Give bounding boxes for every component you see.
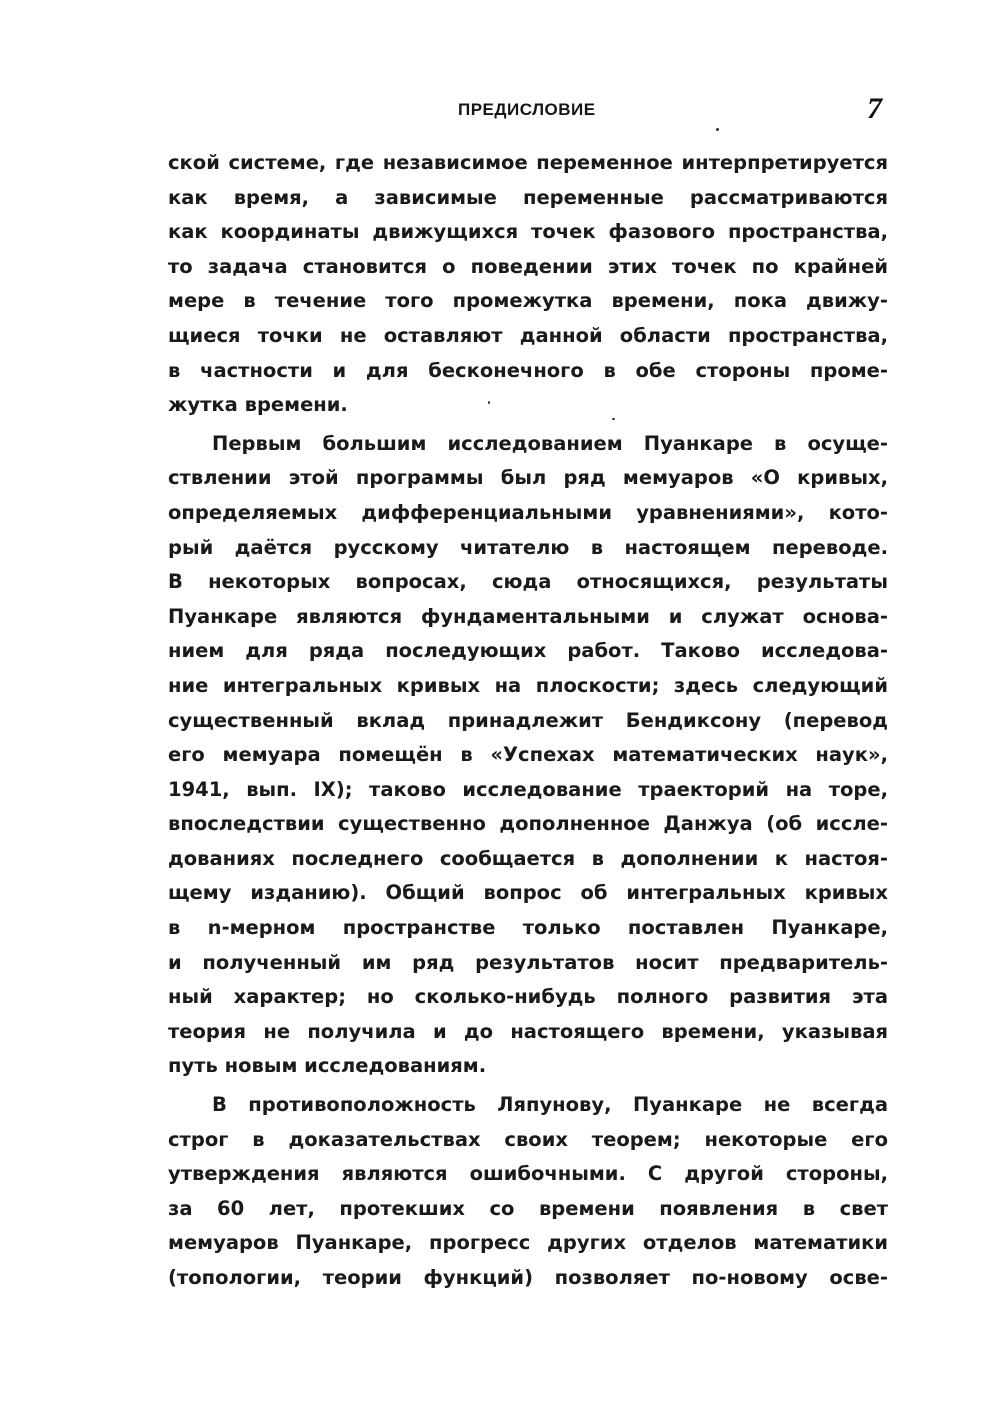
text-line: ный характер; но сколько-нибудь полного развития эта	[168, 985, 888, 1009]
scan-speck	[612, 418, 615, 420]
running-header	[168, 92, 888, 132]
scan-speck	[488, 401, 490, 404]
text-line: строг в доказательствах своих теорем; некоторые его	[168, 1127, 888, 1151]
text-line: в частности и для бесконечного в обе стороны проме-	[168, 358, 888, 382]
text-line: определяемых дифференциальными уравнениями», кото-	[168, 500, 888, 524]
text-line: как время, а зависимые переменные рассматриваются	[168, 185, 888, 209]
text-line: ствлении этой программы был ряд мемуаров «О кривых,	[168, 466, 888, 490]
text-line: дованиях последнего сообщается в дополнении к настоя-	[168, 846, 888, 870]
page-number: 7	[867, 92, 882, 125]
text-line: существенный вклад принадлежит Бендиксону (перевод	[168, 708, 888, 732]
text-line: как координаты движущихся точек фазового пространства,	[168, 220, 888, 244]
text-line: В некоторых вопросах, сюда относящихся, результаты	[168, 570, 888, 594]
text-line: мере в течение того промежутка времени, пока движу-	[168, 289, 888, 313]
text-line: ской системе, где независимое переменное интерпретируется	[168, 151, 888, 174]
text-line: щиеся точки не оставляют данной области пространства,	[168, 323, 888, 347]
text-line: и полученный им ряд результатов носит предваритель-	[168, 950, 888, 974]
text-line: 1941, вып. IX); таково исследование траекторий на торе,	[168, 777, 888, 801]
paragraph-1	[168, 146, 888, 423]
text-line: ние интегральных кривых на плоскости; здесь следующий	[168, 673, 888, 697]
header-title: ПРЕДИСЛОВИЕ	[458, 100, 596, 119]
text-line: за 60 лет, протекших со времени появления в свет	[168, 1196, 888, 1220]
text-line: впоследствии существенно дополненное Данжуа (об иссле-	[168, 812, 888, 836]
text-line: жутка времени.	[168, 393, 348, 417]
scan-speck	[716, 128, 719, 131]
text-line: в n-мерном пространстве только поставлен Пуанкаре,	[168, 916, 888, 940]
body-text	[168, 146, 888, 1296]
text-line: (топологии, теории функций) позволяет по-новому осве-	[168, 1266, 888, 1289]
paragraph-2	[168, 427, 888, 1084]
text-line: его мемуара помещён в «Успехах математических наук»,	[168, 743, 888, 767]
text-line: В противоположность Ляпунову, Пуанкаре не всегда	[212, 1093, 888, 1117]
text-line: путь новым исследованиям.	[168, 1054, 487, 1078]
text-line: теория не получила и до настоящего времени, указывая	[168, 1019, 888, 1043]
text-line: утверждения являются ошибочными. С другой стороны,	[168, 1162, 888, 1186]
paragraph-3	[168, 1088, 888, 1296]
text-line: щему изданию). Общий вопрос об интегральных кривых	[168, 881, 888, 905]
text-line: нием для ряда последующих работ. Таково исследова-	[168, 639, 888, 663]
text-line: рый даётся русскому читателю в настоящем переводе.	[168, 535, 888, 559]
text-line: Первым большим исследованием Пуанкаре в осуще-	[212, 431, 888, 455]
text-line: мемуаров Пуанкаре, прогресс других отделов математики	[168, 1231, 888, 1255]
text-line: Пуанкаре являются фундаментальными и служат основа-	[168, 604, 888, 628]
text-line: то задача становится о поведении этих точек по крайней	[168, 254, 888, 278]
